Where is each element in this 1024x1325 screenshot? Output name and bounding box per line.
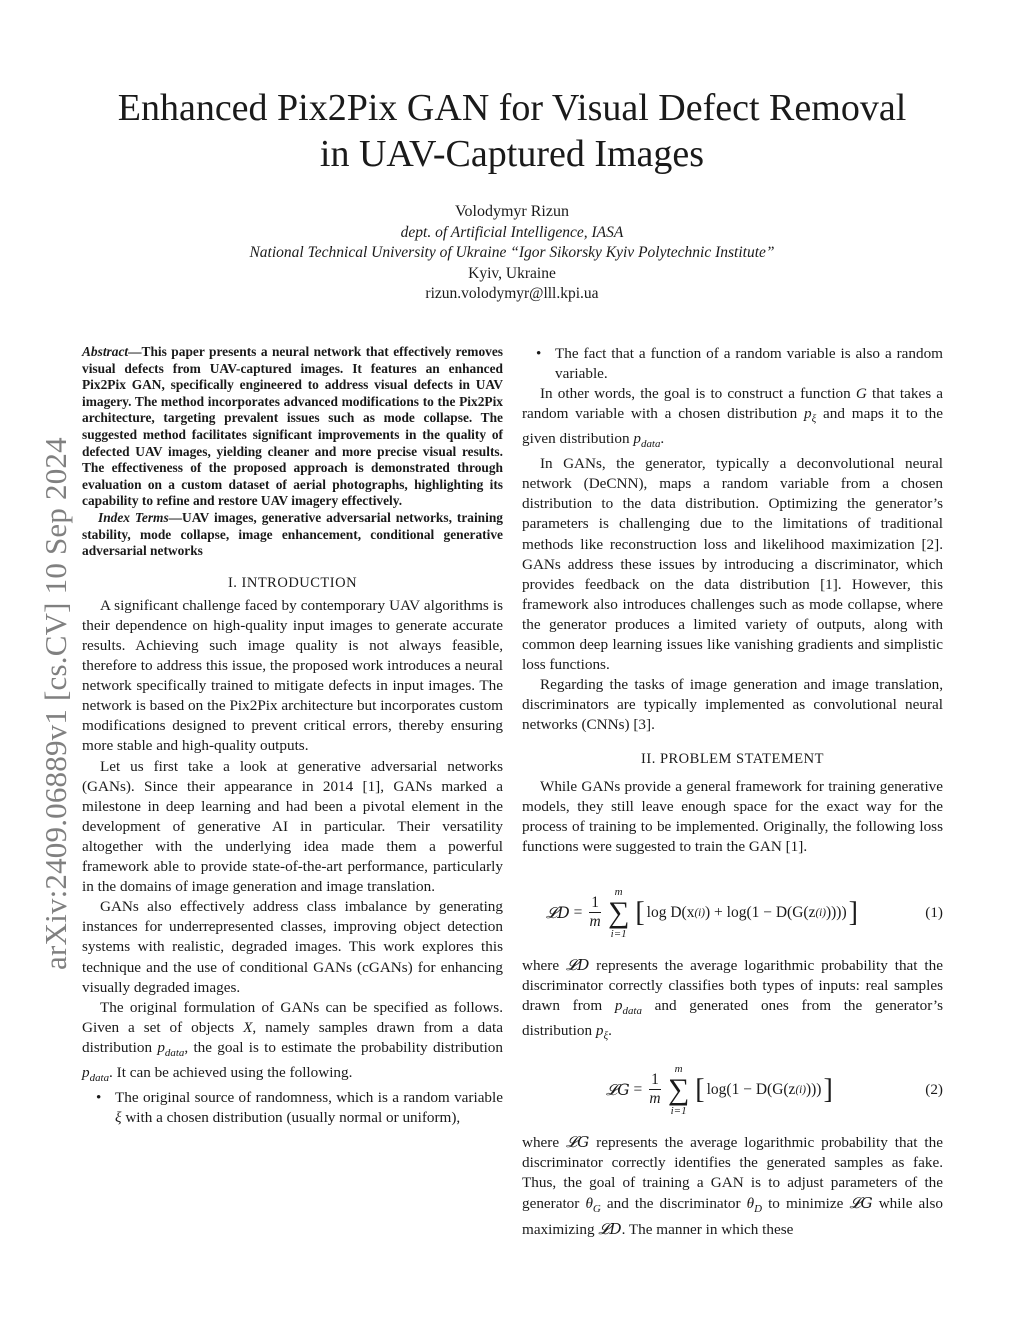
equation-2-body: 𝓛G = $\frac{1}{m}$ m ∑ i=1 [ log(1 − D(G(z (i) ))) ] xyxy=(606,1062,833,1117)
abstract-text: —This paper presents a neural network that effectively removes visual defects from UAV-captured images. It features an enhanced Pix2Pix GAN, specifically engineered to address visual defects in UAV imagery. The method incorporates advanced modifications to the Pix2Pix architecture, targeting prevalent issues such as mode collapse. The suggested method facilitates significant improvements in the quality of defected UAV images, yielding cleaner and more precise visual results. The effectiveness of the proposed approach is demonstrated through evaluation on a custom dataset of aerial photographs, highlighting its capability to refine and restore UAV imagery effectively. xyxy=(82,344,503,509)
intro-paragraph-7: Regarding the tasks of image generation and image translation, discriminators are typically implemented as convolutional neural networks (CNNs) [3]. xyxy=(522,676,943,734)
equation-2-number: (2) xyxy=(925,1080,943,1098)
summation-icon: m ∑ i=1 xyxy=(607,885,630,940)
left-column xyxy=(82,344,503,1128)
equation-1-body: 𝓛D = $\frac{1}{m}$ m ∑ i=1 [ log D(x (i) ) + log(1 − D(G(z (i) )))) ] xyxy=(546,885,858,940)
equation-1-number: (1) xyxy=(925,903,943,921)
author-email[interactable]: rizun.volodymyr@lll.kpi.ua xyxy=(425,285,599,302)
arxiv-identifier: arXiv:2409.06889v1 [cs.CV] 10 Sep 2024 xyxy=(38,437,73,970)
abstract xyxy=(82,344,503,510)
intro-paragraph-5: In other words, the goal is to construct a function G that takes a random variable with a chosen distribution $p_\xi$ and maps it to the given distribution $p_{data}$. xyxy=(522,385,944,451)
bullet-item-1: • The original source of randomness, which is a random variable ξ with a chosen distribution (usually normal or uniform), xyxy=(96,1088,503,1126)
bullet-item-2: • The fact that a function of a random variable is also a random variable. xyxy=(536,345,943,383)
intro-paragraph-6: In GANs, the generator, typically a deconvolutional neural network (DeCNN), maps a random variable from a chosen distribution to the data distribution. Optimizing the generator’s parameters is challenging due to the limitations of traditional methods like reconstruction loss and likelihood maximization [2]. GANs address these issues by introducing a discriminator, which provides feedback on the data distribution [1]. However, this framework also introduces challenges such as mode collapse, where the generator produces a limited variety of outputs, along with common deep learning issues like vanishing gradients and simplistic loss functions. xyxy=(522,455,943,674)
author-name: Volodymyr Rizun xyxy=(455,203,569,220)
abstract-label: Abstract xyxy=(82,344,129,359)
section-heading-problem-statement: II. PROBLEM STATEMENT xyxy=(641,751,824,768)
intro-paragraph-3: GANs also effectively address class imbalance by generating instances for underrepresented classes, improving object detection systems with realistic, degraded images. This work explores this technique and the use of conditional GANs (cGANs) for enhancing visually degraded images. xyxy=(82,898,503,996)
author-block xyxy=(110,202,914,305)
fraction: $\frac{1}{m}$ xyxy=(649,1071,661,1108)
intro-paragraph-1: A significant challenge faced by contemporary UAV algorithms is their dependence on high-quality input images to generate accurate results. Achieving such image quality is not always feasible, therefore to address this issue, the proposed work introduces a neural network specifically trained to mitigate defects in input images. The network is based on the Pix2Pix architecture but incorporates custom modifications designed to prevent critical errors, thereby ensuring more stable and high-quality outputs. xyxy=(82,596,503,755)
problem-paragraph-1: While GANs provide a general framework for training generative models, they still leave enough space for the exact way for the process of training to be implemented. Originally, the following loss functions were suggested to train the GAN [1]. xyxy=(522,777,943,855)
author-university: National Technical University of Ukraine “Igor Sikorsky Kyiv Polytechnic Institute” xyxy=(249,244,775,261)
bullet-icon: • xyxy=(536,345,542,362)
problem-paragraph-2: where 𝓛D represents the average logarithmic probability that the discriminator correctly classifies both types of inputs: real samples drawn from $p_{data}$ and generated ones from the generator’s distribution $p_\xi$. xyxy=(522,955,943,1042)
author-location: Kyiv, Ukraine xyxy=(468,264,556,282)
equation-2 xyxy=(522,1048,943,1132)
equation-1 xyxy=(522,871,943,955)
problem-paragraph-3: where 𝓛G represents the average logarithmic probability that the discriminator correctly identifies the generated samples as fake. Thus, the goal of training a GAN is to adjust parameters of the generator $\theta_G$ and the discriminator $\theta_D$ to minimize 𝓛G while also maximizing 𝓛D. The manner in which these xyxy=(522,1132,944,1239)
fraction: $\frac{1}{m}$ xyxy=(589,894,601,931)
title-line-1: Enhanced Pix2Pix GAN for Visual Defect Removal xyxy=(117,87,907,129)
section-heading-introduction: I. INTRODUCTION xyxy=(227,574,358,591)
paper-title xyxy=(60,85,964,177)
index-terms-label: Index Terms xyxy=(98,509,169,525)
title-line-2: in UAV-Captured Images xyxy=(319,133,705,175)
bullet-icon: • xyxy=(96,1088,102,1106)
index-terms xyxy=(82,510,503,560)
intro-paragraph-2: Let us first take a look at generative adversarial networks (GANs). Since their appearance in 2014 [1], GANs marked a milestone in deep learning and had been a pivotal element in the development of generative AI in particular. Their versatility altogether with the underlying idea made them a powerful framework able to provide state-of-the-art performance, particularly in the domains of image generation and image translation. xyxy=(82,757,503,896)
index-terms-text: —UAV images, generative adversarial networks, training stability, mode collapse, image enhancement, conditional generative adversarial networks xyxy=(82,509,503,559)
author-department: dept. of Artificial Intelligence, IASA xyxy=(400,223,624,241)
intro-paragraph-4: The original formulation of GANs can be specified as follows. Given a set of objects X, namely samples drawn from a data distribution $p_{data}$, the goal is to estimate the probability distribution $p_{data}$. It can be achieved using the following. xyxy=(82,998,503,1084)
summation-icon: m ∑ i=1 xyxy=(667,1062,690,1117)
right-column xyxy=(522,344,943,1240)
